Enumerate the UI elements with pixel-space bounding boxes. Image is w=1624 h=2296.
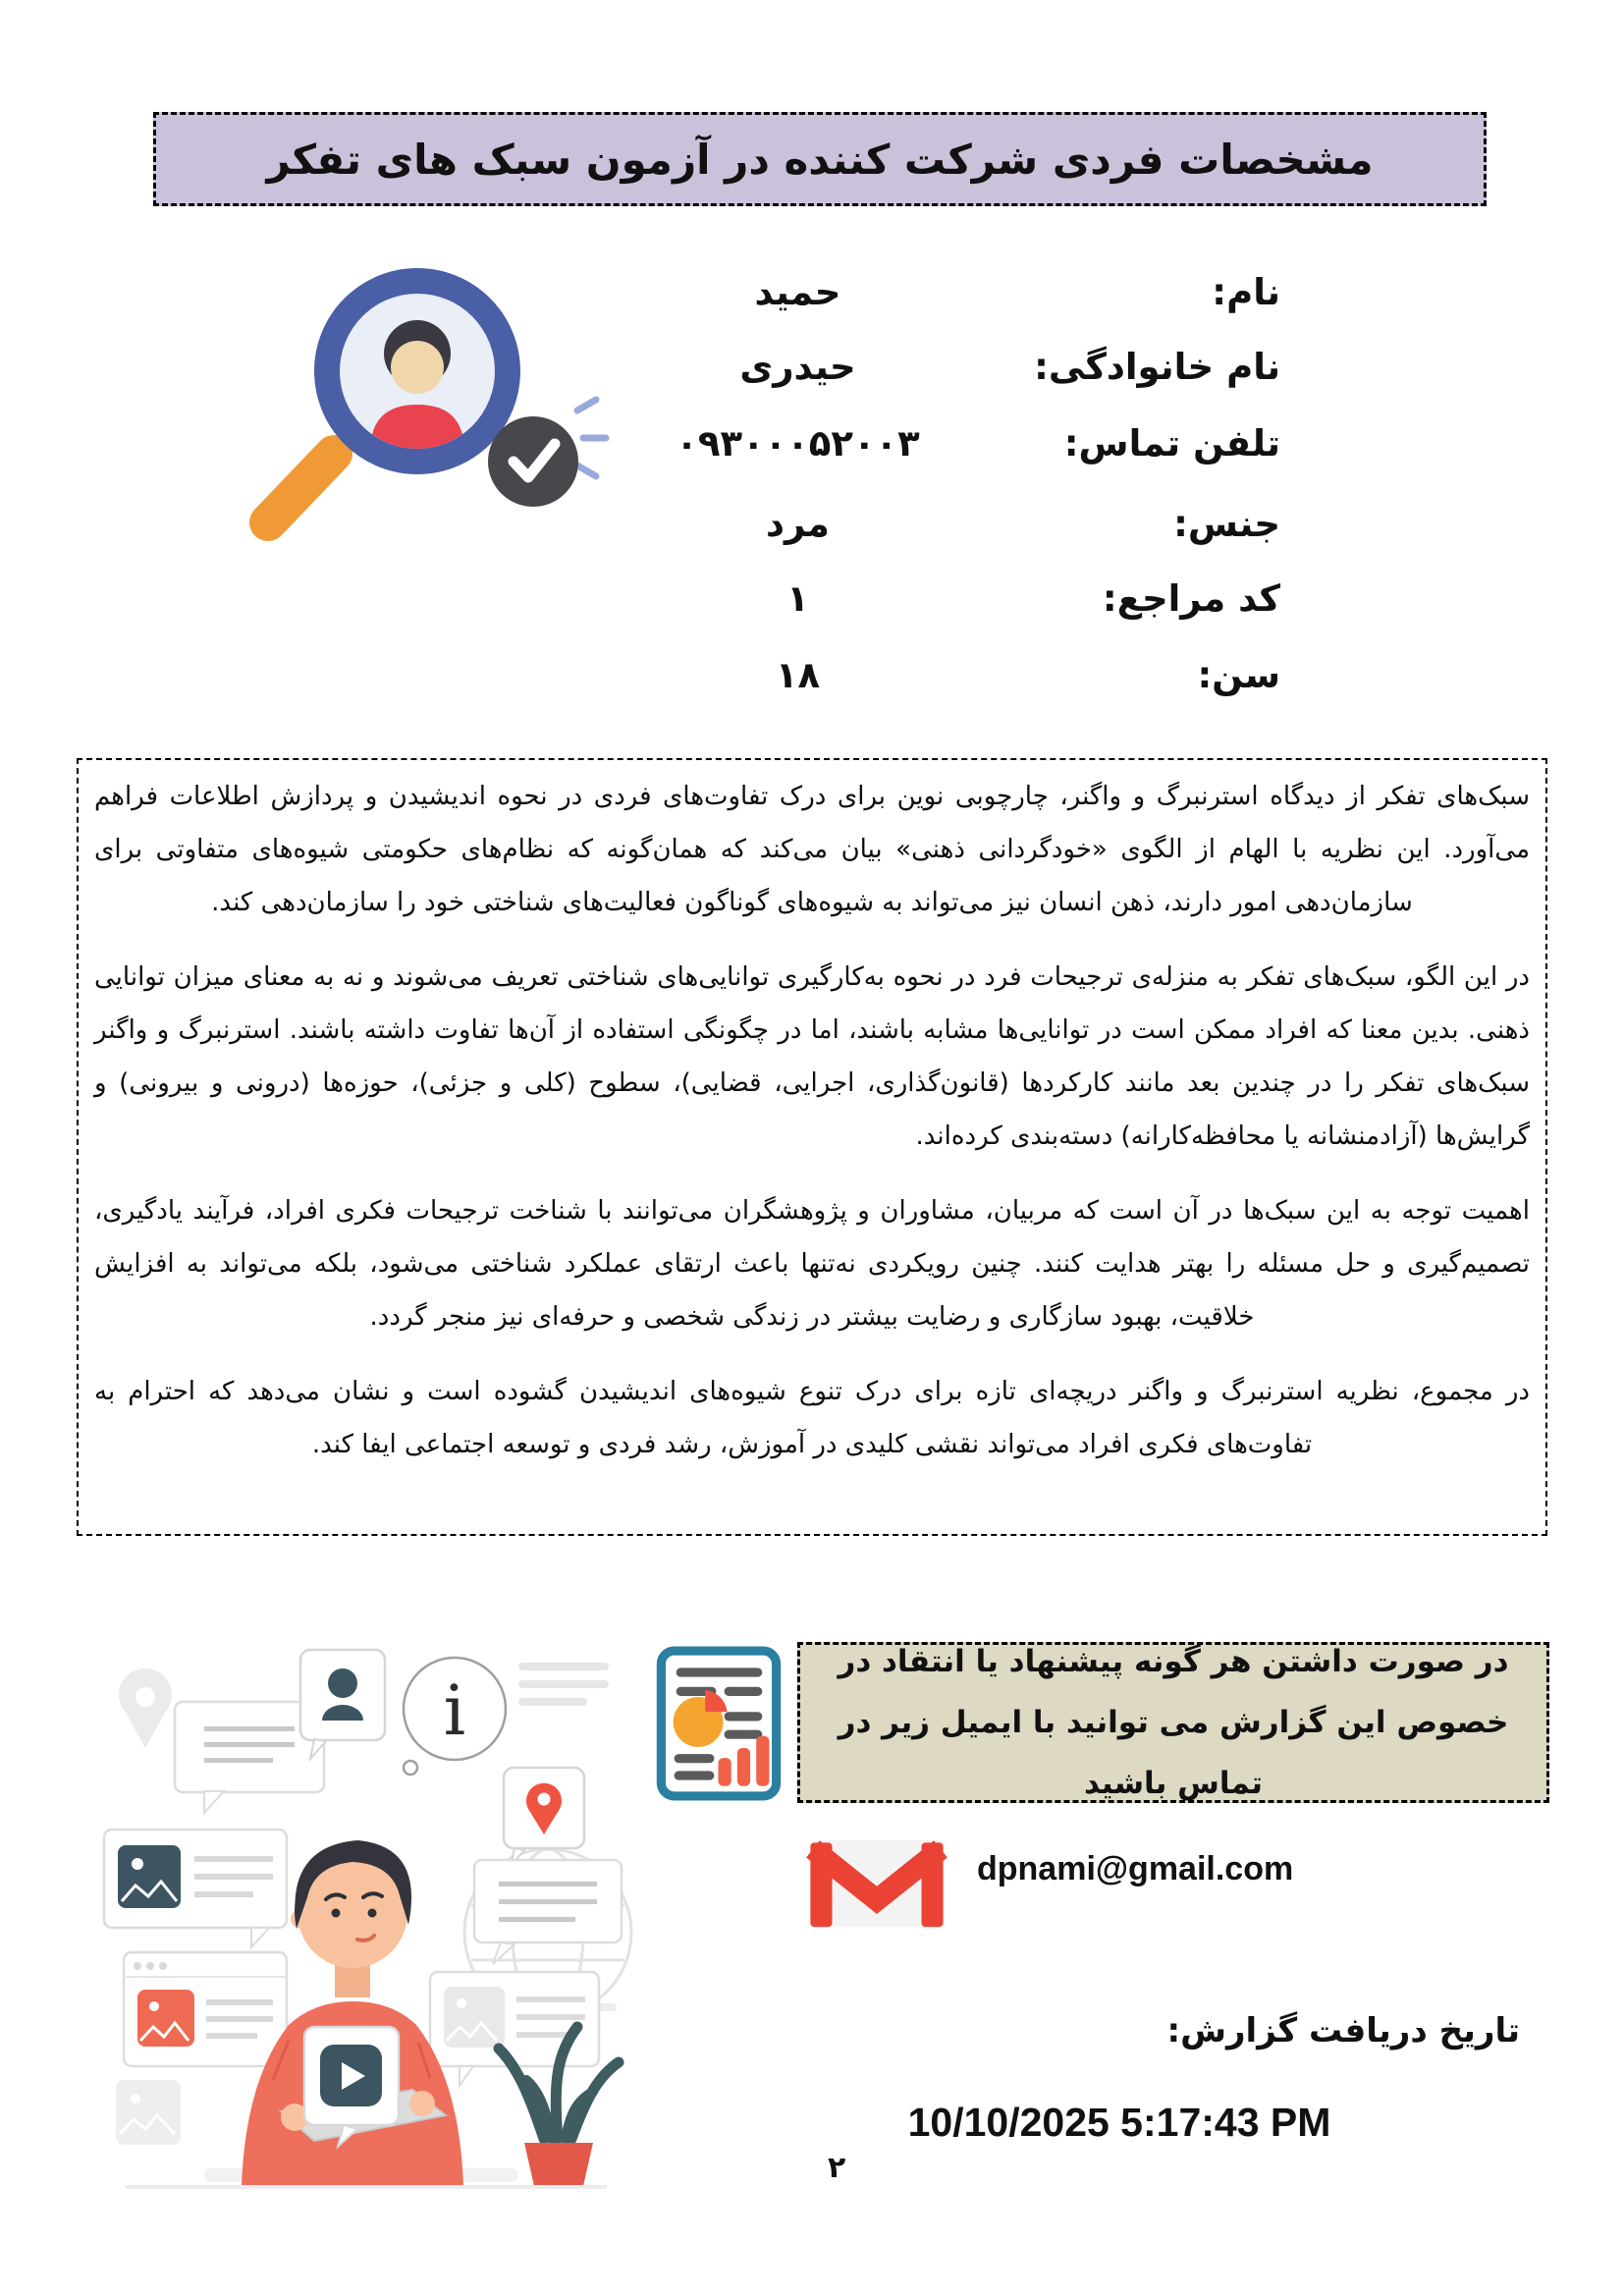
feedback-note: در صورت داشتن هر گونه پیشنهاد یا انتقاد در خصوص این گزارش می توانید با ایمیل زیر در تماس باشید <box>838 1644 1509 1801</box>
field-label: تلفن تماس: <box>1063 422 1280 465</box>
field-label: نام خانوادگی: <box>1034 346 1280 388</box>
report-date-label: تاریخ دریافت گزارش: <box>1166 2011 1520 2050</box>
page-number: ۲ <box>828 2151 846 2185</box>
form-row-phone <box>0 422 1624 487</box>
contact-email[interactable]: dpnami@gmail.com <box>977 1850 1294 1887</box>
page-title-banner <box>153 112 1487 206</box>
description-paragraph: سبک‌های تفکر از دیدگاه استرنبرگ و واگنر، چارچوبی نوین برای درک تفاوت‌های فردی در نحوه اندیشیدن و پردازش اطلاعات فراهم می‌آورد. این نظریه با الهام از الگوی «خودگردانی ذهنی» بیان می‌کند که همان‌گونه که نظام‌های حکومتی شیوه‌های متفاوتی برای سازمان‌دهی امور دارند، ذهن انسان نیز می‌تواند به شیوه‌های گوناگون فعالیت‌های شناختی خود را سازمان‌دهی کند. <box>94 782 1530 917</box>
svg-text:i: i <box>443 1670 466 1751</box>
gmail-icon <box>800 1832 953 1935</box>
faint-image-placeholder <box>116 2080 181 2145</box>
field-value: ۱۸ <box>775 654 821 696</box>
person-media-bubbles-illustration <box>57 1618 648 2190</box>
user-bubble-icon <box>300 1650 385 1759</box>
field-label: کد مراجع: <box>1102 577 1280 620</box>
field-label: جنس: <box>1173 503 1280 545</box>
field-value: مرد <box>766 503 830 545</box>
form-row-gender <box>0 503 1624 568</box>
info-icon <box>404 1658 506 1775</box>
field-value: حیدری <box>739 346 856 388</box>
page-title: مشخصات فردی شرکت کننده در آزمون سبک های تفکر <box>266 135 1374 184</box>
field-value: ۱ <box>786 577 809 620</box>
field-value: حمید <box>754 271 841 313</box>
description-paragraph: در مجموع، نظریه استرنبرگ و واگنر دریچه‌ای تازه برای درک تنوع شیوه‌های اندیشیدن گشوده است و نشان می‌دهد که احترام به تفاوت‌های فکری افراد می‌تواند نقشی کلیدی در آموزش، رشد فردی و توسعه اجتماعی ایفا کند. <box>94 1377 1530 1459</box>
media-card <box>104 1830 287 1947</box>
feedback-note-box <box>797 1642 1549 1803</box>
form-row-lastname <box>0 346 1624 410</box>
description-paragraph: اهمیت توجه به این سبک‌ها در آن است که مربیان، مشاوران و پژوهشگران می‌توانند با شناخت ترجیحات فکری افراد، فرآیند یادگیری، تصمیم‌گیری و حل مسئله را بهتر هدایت کنند. چنین رویکردی نه‌تنها باعث ارتقای عملکرد شناختی می‌شود، بلکه می‌تواند به افزایش خلاقیت، بهبود سازگاری و رضایت بیشتر در زندگی شخصی و حرفه‌ای نیز منجر گردد. <box>94 1196 1530 1332</box>
field-value: ۰۹۳۰۰۰۵۲۰۰۳ <box>676 422 920 465</box>
report-chart-icon <box>656 1646 782 1801</box>
description-paragraph: در این الگو، سبک‌های تفکر به منزله‌ی ترجیحات فرد در نحوه به‌کارگیری توانایی‌های شناختی تعریف می‌شوند و نه به معنای میزان توانایی ذهنی. بدین معنا که افراد ممکن است در توانایی‌ها مشابه باشند، اما در چگونگی استفاده از آن‌ها تفاوت داشته باشند. استرنبرگ و واگنر سبک‌های تفکر را در چندین بعد مانند کارکردها (قانون‌گذاری، اجرایی، قضایی)، سطوح (کلی و جزئی)، حوزه‌ها (درونی و بیرونی) و گرایش‌ها (آزادمنشانه یا محافظه‌کارانه) دسته‌بندی کرده‌اند. <box>94 962 1530 1151</box>
speech-bubble-text <box>474 1860 622 1964</box>
report-date-value: 10/10/2025 5:17:43 PM <box>907 2100 1331 2145</box>
field-label: سن: <box>1197 654 1280 696</box>
form-row-age <box>0 654 1624 719</box>
browser-card <box>124 1952 287 2066</box>
form-row-name <box>0 271 1624 336</box>
field-label: نام: <box>1212 271 1280 313</box>
form-row-refcode <box>0 577 1624 642</box>
faint-location-pin-icon <box>119 1668 172 1748</box>
thinking-styles-description-box <box>77 758 1547 1536</box>
